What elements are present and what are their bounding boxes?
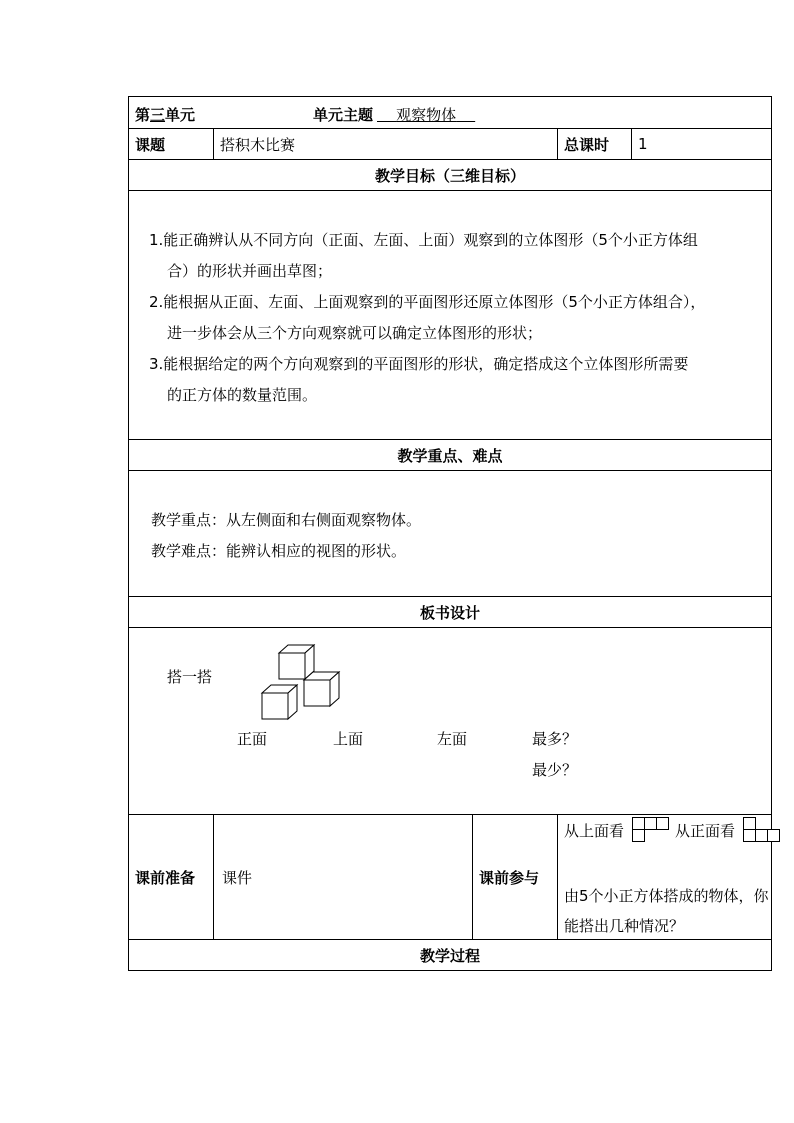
header-row xyxy=(129,97,772,129)
prep-label: 课前准备 xyxy=(129,815,214,940)
objective-1-line1: 1.能正确辨认从不同方向（正面、左面、上面）观察到的立体图形（5个小正方体组 xyxy=(149,231,698,249)
least-question: 最少？ xyxy=(532,761,578,779)
unit-label xyxy=(135,104,195,125)
objectives-title-row xyxy=(129,160,772,191)
participation-label: 课前参与 xyxy=(473,815,558,940)
from-front-label: 从正面看 xyxy=(675,822,736,840)
top-view-label: 上面 xyxy=(333,730,364,748)
topic-row xyxy=(129,129,772,160)
objective-2-line1: 2.能根据从正面、左面、上面观察到的平面图形还原立体图形（5个小正方体组合）， xyxy=(149,293,706,311)
keypoints-title-row xyxy=(129,440,772,471)
board-title-row xyxy=(129,597,772,628)
most-question: 最多？ xyxy=(532,730,578,748)
cube-stack-drawing xyxy=(259,636,349,722)
objective-1-line2: 合）的形状并画出草图； xyxy=(167,262,333,280)
objectives-body-row xyxy=(129,191,772,440)
keypoints-body xyxy=(129,471,772,597)
process-title: 教学过程 xyxy=(129,940,772,971)
board-title: 板书设计 xyxy=(129,597,772,628)
topic-label: 课题 xyxy=(129,129,214,160)
theme-value: 观察物体 xyxy=(396,106,457,124)
theme-label: 单元主题 xyxy=(313,106,374,124)
board-design xyxy=(129,628,772,815)
hours-value: 1 xyxy=(632,129,772,160)
participation-body xyxy=(558,815,772,940)
participation-question-line1: 由5个小正方体搭成的物体，你 xyxy=(564,887,769,905)
unit-suffix: 单元 xyxy=(165,106,196,124)
build-label: 搭一搭 xyxy=(167,668,213,686)
objectives-list xyxy=(129,191,772,440)
objective-3-line1: 3.能根据给定的两个方向观察到的平面图形的形状，确定搭成这个立体图形所需要 xyxy=(149,355,689,373)
cube-right xyxy=(304,672,339,706)
from-top-label: 从上面看 xyxy=(564,822,625,840)
preparation-row xyxy=(129,815,772,940)
unit-prefix: 第 xyxy=(135,106,151,124)
cube-top xyxy=(279,645,314,679)
participation-question-line2: 能搭出几种情况？ xyxy=(564,917,685,935)
objective-3-line2: 的正方体的数量范围。 xyxy=(167,386,318,404)
hours-label: 总课时 xyxy=(558,129,632,160)
front-view-grid-icon xyxy=(743,817,780,843)
cube-left xyxy=(262,685,297,719)
front-view-label: 正面 xyxy=(237,730,268,748)
keypoints-body-row xyxy=(129,471,772,597)
unit-number: 三 xyxy=(150,106,166,124)
left-view-label: 左面 xyxy=(437,730,468,748)
topic-value: 搭积木比赛 xyxy=(214,129,558,160)
process-title-row xyxy=(129,940,772,971)
prep-value: 课件 xyxy=(214,815,473,940)
objective-2-line2: 进一步体会从三个方向观察就可以确定立体图形的形状； xyxy=(167,324,543,342)
teaching-focus: 教学重点：从左侧面和右侧面观察物体。 xyxy=(151,511,422,529)
top-view-grid-icon xyxy=(632,817,669,843)
lesson-plan xyxy=(128,96,771,971)
board-body-row xyxy=(129,628,772,815)
teaching-difficulty: 教学难点：能辨认相应的视图的形状。 xyxy=(151,542,407,560)
objectives-title: 教学目标（三维目标） xyxy=(129,160,772,191)
keypoints-title: 教学重点、难点 xyxy=(129,440,772,471)
lesson-plan-table xyxy=(128,96,772,971)
